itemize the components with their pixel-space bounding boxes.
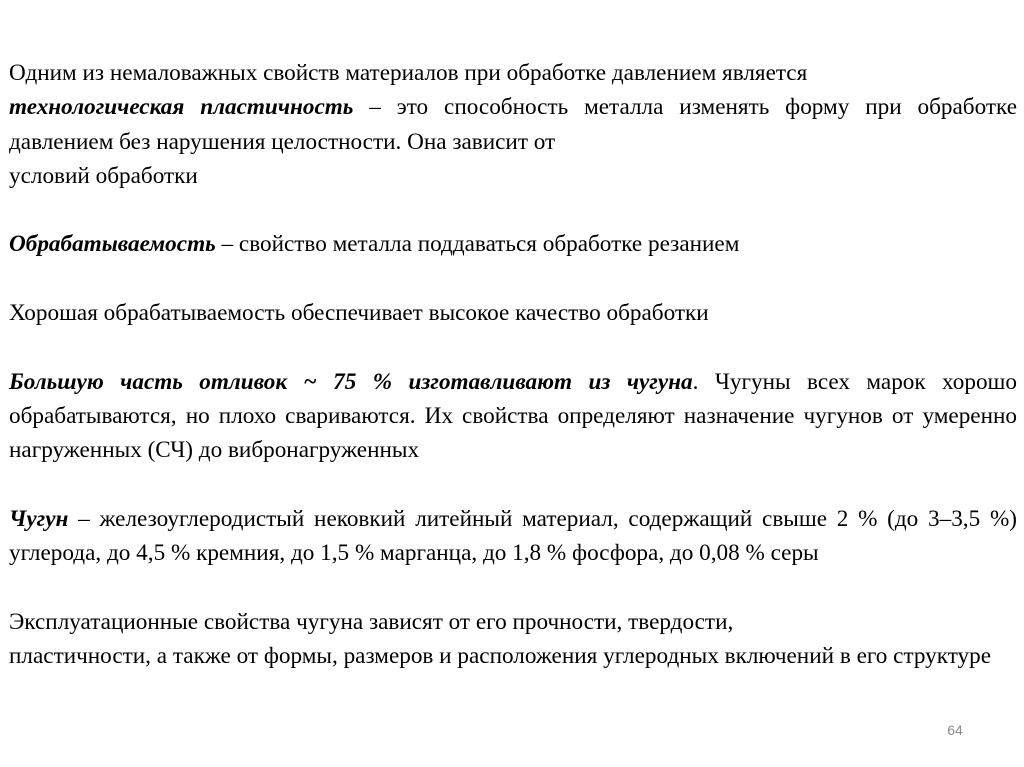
operational-properties-first-line: Эксплуатационные свойства чугуна зависят от его прочности, твердости, — [9, 608, 734, 635]
term-castings: Большую часть отливок ~ 75 % изготавливают из чугуна — [9, 368, 693, 395]
paragraph-spacer — [9, 330, 1017, 364]
definition-machinability: – свойство металла поддаваться обработке резанием — [215, 231, 740, 258]
paragraph-plasticity-definition — [9, 90, 1017, 159]
paragraph-spacer — [9, 468, 1017, 502]
paragraph-plasticity-first-line: Одним из немаловажных свойств материалов при обработке давлением является — [9, 60, 808, 86]
paragraph-castings — [9, 365, 1017, 468]
page-number: 64 — [947, 722, 963, 738]
term-machinability: Обрабатываемость — [9, 231, 216, 258]
paragraph-spacer — [9, 262, 1017, 296]
paragraph-spacer — [9, 570, 1017, 604]
definition-technological-plasticity: – это способность металла изменять форму при обработке давлением без нарушения целостности. Она зависит от — [9, 94, 1017, 155]
paragraph-cast-iron — [9, 502, 1017, 571]
paragraph-plasticity-last-line: условий обработки — [9, 162, 198, 189]
castings-description: . Чугуны всех марок хорошо обрабатываются, но плохо свариваются. Их свойства определяют назначение чугунов от умеренно нагруженных (СЧ) до вибронагруженных — [9, 368, 1017, 464]
paragraph-machinability — [9, 227, 1017, 261]
paragraph-spacer — [9, 193, 1017, 227]
slide-body — [9, 56, 1017, 673]
paragraph-operational-properties — [9, 605, 1017, 674]
definition-cast-iron: – железоуглеродистый нековкий литейный материал, содержащий свыше 2 % (до 3–3,5 %) углерода, до 4,5 % кремния, до 1,5 % марганца, до 1,8 % фосфора, до 0,08 % серы — [9, 505, 1017, 567]
operational-properties-rest: пластичности, а также от формы, размеров и расположения углеродных включений в его структуре — [9, 643, 992, 670]
term-technological-plasticity: технологическая пластичность — [9, 94, 354, 121]
term-cast-iron: Чугун — [9, 505, 69, 532]
paragraph-good-machinability: Хорошая обрабатываемость обеспечивает высокое качество обработки — [9, 300, 709, 327]
paragraph-plasticity — [9, 56, 1017, 193]
